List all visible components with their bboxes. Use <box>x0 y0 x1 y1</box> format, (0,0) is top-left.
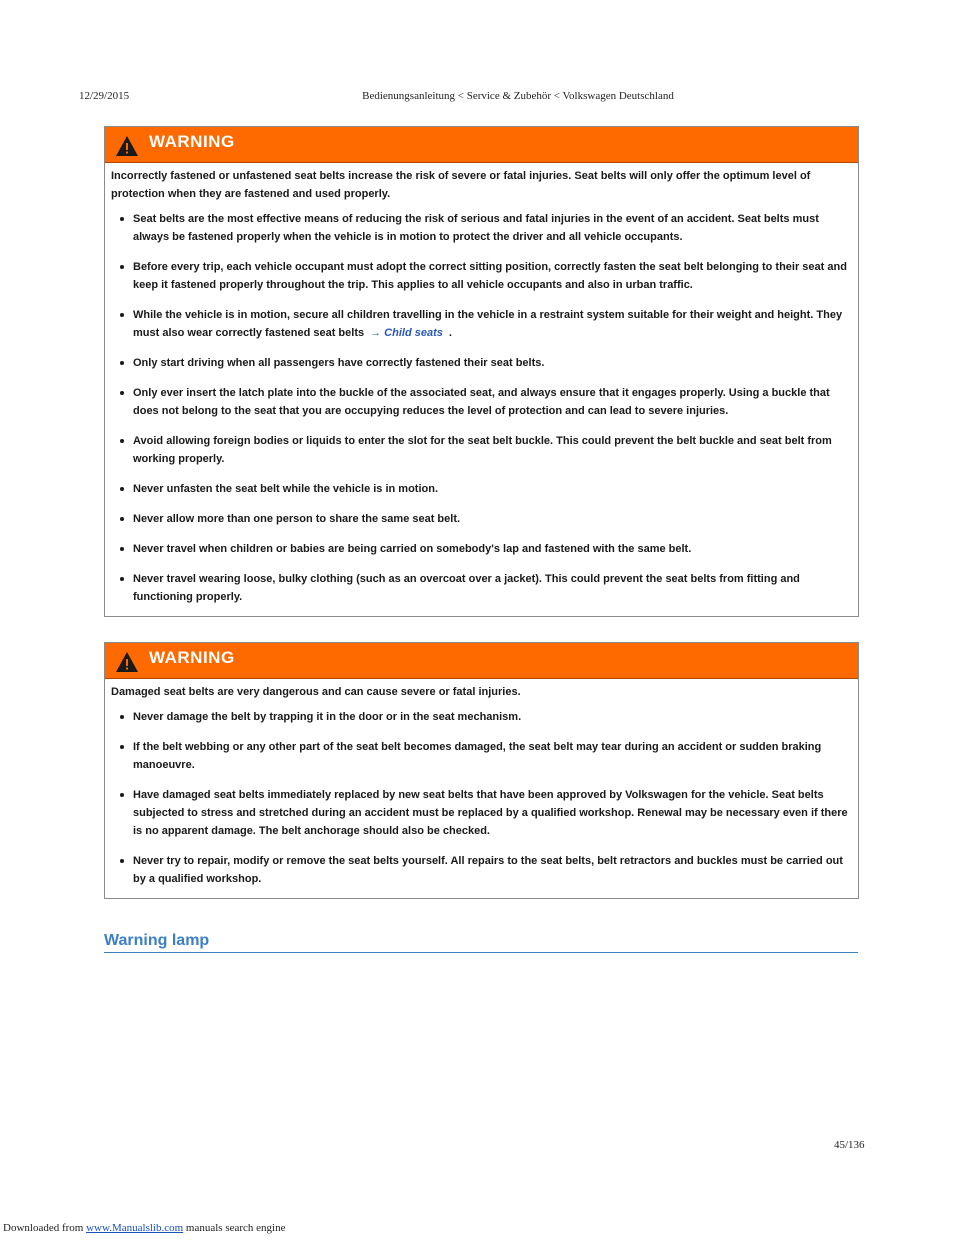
list-item: Avoid allowing foreign bodies or liquids to enter the slot for the seat belt buckle. This could prevent the belt buckle and seat belt from working properly. <box>133 432 850 468</box>
warning-list <box>111 210 850 606</box>
footer-prefix: Downloaded from <box>3 1222 84 1234</box>
header-title: Bedienungsanleitung < Service & Zubehör < Volkswagen Deutschland <box>362 90 674 102</box>
list-item: Never damage the belt by trapping it in the door or in the seat mechanism. <box>133 708 850 726</box>
list-item-tail: . <box>448 327 452 339</box>
list-item: Never travel wearing loose, bulky clothing (such as an overcoat over a jacket). This could prevent the seat belts from fitting and functioning properly. <box>133 570 850 606</box>
list-item: Only ever insert the latch plate into the buckle of the associated seat, and always ensure that it engages properly. Using a buckle that does not belong to the seat that you are occupying reduces the level of protection and can lead to severe injuries. <box>133 384 850 420</box>
list-item: Never allow more than one person to share the same seat belt. <box>133 510 850 528</box>
warning-label: WARNING <box>149 648 235 667</box>
list-item: Never unfasten the seat belt while the vehicle is in motion. <box>133 480 850 498</box>
warning-lead-text: Damaged seat belts are very dangerous and can cause severe or fatal injuries. <box>111 686 521 698</box>
list-item: Seat belts are the most effective means of reducing the risk of serious and fatal injuries in the event of an accident. Seat belts must always be fastened properly when the vehicle is in motion to protect the driver and all vehicle occupants. <box>133 210 850 246</box>
warning-box-seat-belts <box>104 126 859 617</box>
warning-body <box>105 679 858 898</box>
warning-triangle-icon <box>115 135 139 157</box>
warning-box-damaged-belts <box>104 642 859 899</box>
child-seats-link[interactable]: → Child seats <box>370 327 443 339</box>
section-heading-warning-lamp: Warning lamp <box>104 932 858 953</box>
header-date: 12/29/2015 <box>79 90 130 102</box>
list-item <box>133 306 850 342</box>
warning-label: WARNING <box>149 132 235 151</box>
warning-list <box>111 708 850 888</box>
list-item-text: While the vehicle is in motion, secure all children travelling in the vehicle in a restraint system suitable for their weight and height. They must also wear correctly fastened seat belts <box>133 309 843 339</box>
list-item: Have damaged seat belts immediately replaced by new seat belts that have been approved by Volkswagen for the vehicle. Seat belts subjected to stress and stretched during an accident must be replaced by a qualified workshop. Renewal may be necessary even if there is no apparent damage. The belt anchorage should also be checked. <box>133 786 850 840</box>
footer <box>3 1222 285 1234</box>
list-item: Never try to repair, modify or remove the seat belts yourself. All repairs to the seat belts, belt retractors and buckles must be carried out by a qualified workshop. <box>133 852 850 888</box>
warning-lead-text: Incorrectly fastened or unfastened seat belts increase the risk of severe or fatal injuries. Seat belts will only offer the optimum level of protection when they are fastened and used properly. <box>111 170 811 200</box>
warning-header-bar <box>105 127 858 163</box>
list-item: Before every trip, each vehicle occupant must adopt the correct sitting position, correctly fasten the seat belt belonging to their seat and keep it fastened properly throughout the trip. This applies to all vehicle occupants and also in urban traffic. <box>133 258 850 294</box>
warning-triangle-icon <box>115 651 139 673</box>
warning-body <box>105 163 858 616</box>
warning-header-bar <box>105 643 858 679</box>
page-number: 45/136 <box>834 1139 865 1151</box>
list-item: If the belt webbing or any other part of the seat belt becomes damaged, the seat belt may tear during an accident or sudden braking manoeuvre. <box>133 738 850 774</box>
manualslib-link[interactable]: www.Manualslib.com <box>86 1222 184 1234</box>
footer-suffix: manuals search engine <box>185 1222 286 1234</box>
list-item: Only start driving when all passengers have correctly fastened their seat belts. <box>133 354 850 372</box>
list-item: Never travel when children or babies are being carried on somebody's lap and fastened with the same belt. <box>133 540 850 558</box>
